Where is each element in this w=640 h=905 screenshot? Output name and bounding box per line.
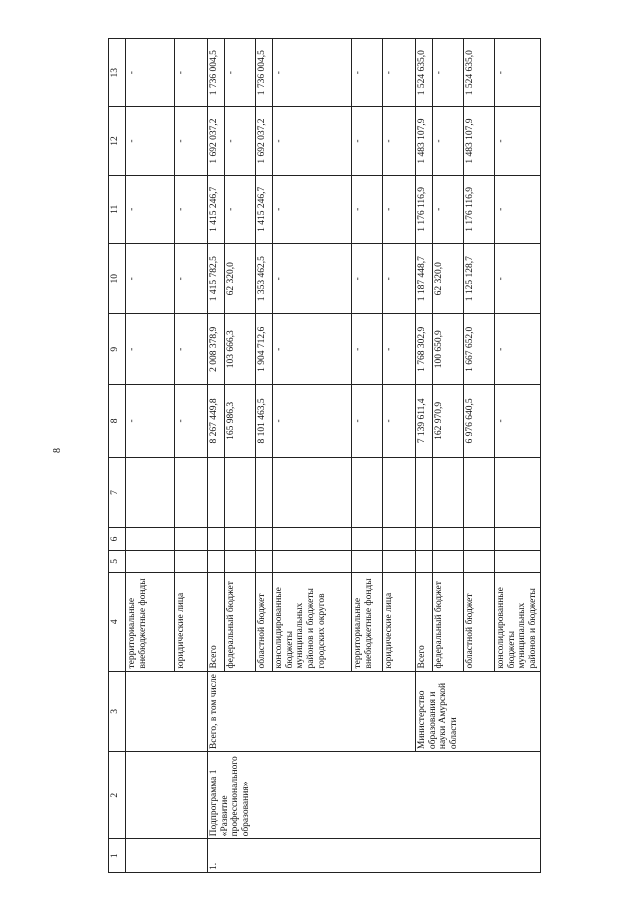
table-row <box>208 39 225 873</box>
value-cell: - <box>495 107 541 175</box>
value-cell <box>433 550 464 572</box>
value-cell: 1 667 652,0 <box>464 314 495 385</box>
value-cell <box>225 528 256 550</box>
value-cell: - <box>273 243 352 314</box>
column-number-header: 2 <box>109 752 126 839</box>
value-cell: - <box>175 314 208 385</box>
funding-source-cell: федеральный бюджет <box>225 573 256 672</box>
program-name-cell: Подпрограмма 1 «Развитие профессионального образования» <box>208 752 541 839</box>
value-cell: - <box>273 175 352 243</box>
funding-source-cell: территориальные внебюджетные фонды <box>352 573 383 672</box>
funding-source-cell: Всего <box>416 573 433 672</box>
page-rotated-frame <box>108 38 538 873</box>
value-cell <box>352 528 383 550</box>
value-cell: 62 320,0 <box>225 243 256 314</box>
executor-cell: Всего, в том числе <box>208 671 416 752</box>
value-cell: - <box>495 243 541 314</box>
value-cell <box>256 457 273 528</box>
funding-source-cell: консолидированные бюджеты муниципальных районов и бюджеты <box>495 573 541 672</box>
executor-cell: Министерство образования и науки Амурской области <box>416 671 541 752</box>
value-cell: - <box>352 314 383 385</box>
value-cell <box>495 528 541 550</box>
value-cell <box>352 550 383 572</box>
value-cell: - <box>433 175 464 243</box>
value-cell <box>433 528 464 550</box>
value-cell: 1 125 128,7 <box>464 243 495 314</box>
value-cell <box>126 528 175 550</box>
column-number-header: 3 <box>109 671 126 752</box>
value-cell: - <box>352 243 383 314</box>
value-cell: - <box>383 175 416 243</box>
value-cell <box>433 457 464 528</box>
column-number-header: 1 <box>109 839 126 873</box>
value-cell: 103 666,3 <box>225 314 256 385</box>
number-cell <box>126 839 208 873</box>
column-number-header: 8 <box>109 385 126 458</box>
value-cell <box>352 457 383 528</box>
value-cell: 1 524 635,0 <box>464 39 495 107</box>
value-cell: - <box>175 385 208 458</box>
column-number-header: 10 <box>109 243 126 314</box>
value-cell: 1 904 712,6 <box>256 314 273 385</box>
value-cell: - <box>126 243 175 314</box>
page-number: 8 <box>52 448 63 453</box>
value-cell: - <box>495 314 541 385</box>
value-cell: 7 139 611,4 <box>416 385 433 458</box>
funding-source-cell: Всего <box>208 573 225 672</box>
value-cell: 1 415 782,5 <box>208 243 225 314</box>
budget-table <box>108 38 541 873</box>
value-cell: - <box>273 39 352 107</box>
value-cell <box>225 457 256 528</box>
value-cell <box>383 528 416 550</box>
value-cell <box>495 550 541 572</box>
value-cell <box>175 457 208 528</box>
value-cell: 100 650,9 <box>433 314 464 385</box>
value-cell: 6 976 640,5 <box>464 385 495 458</box>
value-cell <box>256 528 273 550</box>
number-cell: 1. <box>208 839 541 873</box>
funding-source-cell: юридические лица <box>175 573 208 672</box>
value-cell: - <box>126 314 175 385</box>
value-cell: - <box>383 385 416 458</box>
value-cell: - <box>495 175 541 243</box>
funding-source-cell: областной бюджет <box>464 573 495 672</box>
funding-source-cell: юридические лица <box>383 573 416 672</box>
value-cell: - <box>175 175 208 243</box>
value-cell: - <box>126 107 175 175</box>
value-cell: - <box>352 39 383 107</box>
value-cell: 1 483 107,9 <box>464 107 495 175</box>
value-cell <box>175 550 208 572</box>
value-cell <box>256 550 273 572</box>
value-cell: - <box>352 175 383 243</box>
value-cell: - <box>175 243 208 314</box>
value-cell <box>225 550 256 572</box>
value-cell <box>126 550 175 572</box>
value-cell: - <box>273 314 352 385</box>
value-cell: 165 986,3 <box>225 385 256 458</box>
value-cell: - <box>273 107 352 175</box>
value-cell: 1 692 037,2 <box>256 107 273 175</box>
value-cell: 1 415 246,7 <box>256 175 273 243</box>
value-cell: - <box>126 175 175 243</box>
value-cell: - <box>225 175 256 243</box>
value-cell <box>416 550 433 572</box>
value-cell: 1 768 302,9 <box>416 314 433 385</box>
column-number-header: 13 <box>109 39 126 107</box>
value-cell: 1 736 004,5 <box>208 39 225 107</box>
value-cell: 1 353 462,5 <box>256 243 273 314</box>
value-cell <box>273 528 352 550</box>
funding-source-cell: территориальные внебюджетные фонды <box>126 573 175 672</box>
funding-source-cell: областной бюджет <box>256 573 273 672</box>
value-cell: - <box>383 39 416 107</box>
funding-source-cell: федеральный бюджет <box>433 573 464 672</box>
value-cell <box>416 528 433 550</box>
value-cell <box>126 457 175 528</box>
value-cell: - <box>383 243 416 314</box>
value-cell <box>175 528 208 550</box>
value-cell: - <box>495 385 541 458</box>
value-cell: 1 187 448,7 <box>416 243 433 314</box>
column-number-header: 7 <box>109 457 126 528</box>
table-row <box>416 39 433 873</box>
value-cell: - <box>175 107 208 175</box>
value-cell <box>208 457 225 528</box>
value-cell <box>273 550 352 572</box>
table-body <box>109 39 541 873</box>
value-cell: 1 415 246,7 <box>208 175 225 243</box>
value-cell: 1 692 037,2 <box>208 107 225 175</box>
value-cell <box>383 457 416 528</box>
value-cell: 1 176 116,9 <box>464 175 495 243</box>
name-cell <box>126 752 208 839</box>
value-cell: 2 008 378,9 <box>208 314 225 385</box>
executor-cell <box>126 671 208 752</box>
value-cell: - <box>273 385 352 458</box>
value-cell <box>464 457 495 528</box>
value-cell: 8 101 463,5 <box>256 385 273 458</box>
table-container <box>108 38 538 873</box>
value-cell: - <box>433 107 464 175</box>
value-cell: 1 176 116,9 <box>416 175 433 243</box>
value-cell: - <box>225 107 256 175</box>
value-cell: 8 267 449,8 <box>208 385 225 458</box>
value-cell: - <box>383 314 416 385</box>
value-cell: 1 524 635,0 <box>416 39 433 107</box>
column-number-header: 4 <box>109 573 126 672</box>
value-cell <box>464 550 495 572</box>
value-cell <box>416 457 433 528</box>
value-cell <box>383 550 416 572</box>
value-cell: 1 483 107,9 <box>416 107 433 175</box>
value-cell: - <box>383 107 416 175</box>
header-row <box>109 39 126 873</box>
value-cell <box>273 457 352 528</box>
column-number-header: 5 <box>109 550 126 572</box>
value-cell: - <box>352 107 383 175</box>
value-cell: 162 970,9 <box>433 385 464 458</box>
value-cell: - <box>352 385 383 458</box>
column-number-header: 6 <box>109 528 126 550</box>
column-number-header: 9 <box>109 314 126 385</box>
column-number-header: 12 <box>109 107 126 175</box>
value-cell: - <box>126 385 175 458</box>
value-cell: - <box>126 39 175 107</box>
value-cell: 62 320,0 <box>433 243 464 314</box>
value-cell <box>208 528 225 550</box>
funding-source-cell: консолидированные бюджеты муниципальных районов и бюджеты городских округов <box>273 573 352 672</box>
value-cell: - <box>433 39 464 107</box>
value-cell: - <box>495 39 541 107</box>
value-cell: - <box>175 39 208 107</box>
value-cell: - <box>225 39 256 107</box>
value-cell <box>495 457 541 528</box>
value-cell: 1 736 004,5 <box>256 39 273 107</box>
value-cell <box>208 550 225 572</box>
table-row <box>126 39 175 873</box>
column-number-header: 11 <box>109 175 126 243</box>
value-cell <box>464 528 495 550</box>
